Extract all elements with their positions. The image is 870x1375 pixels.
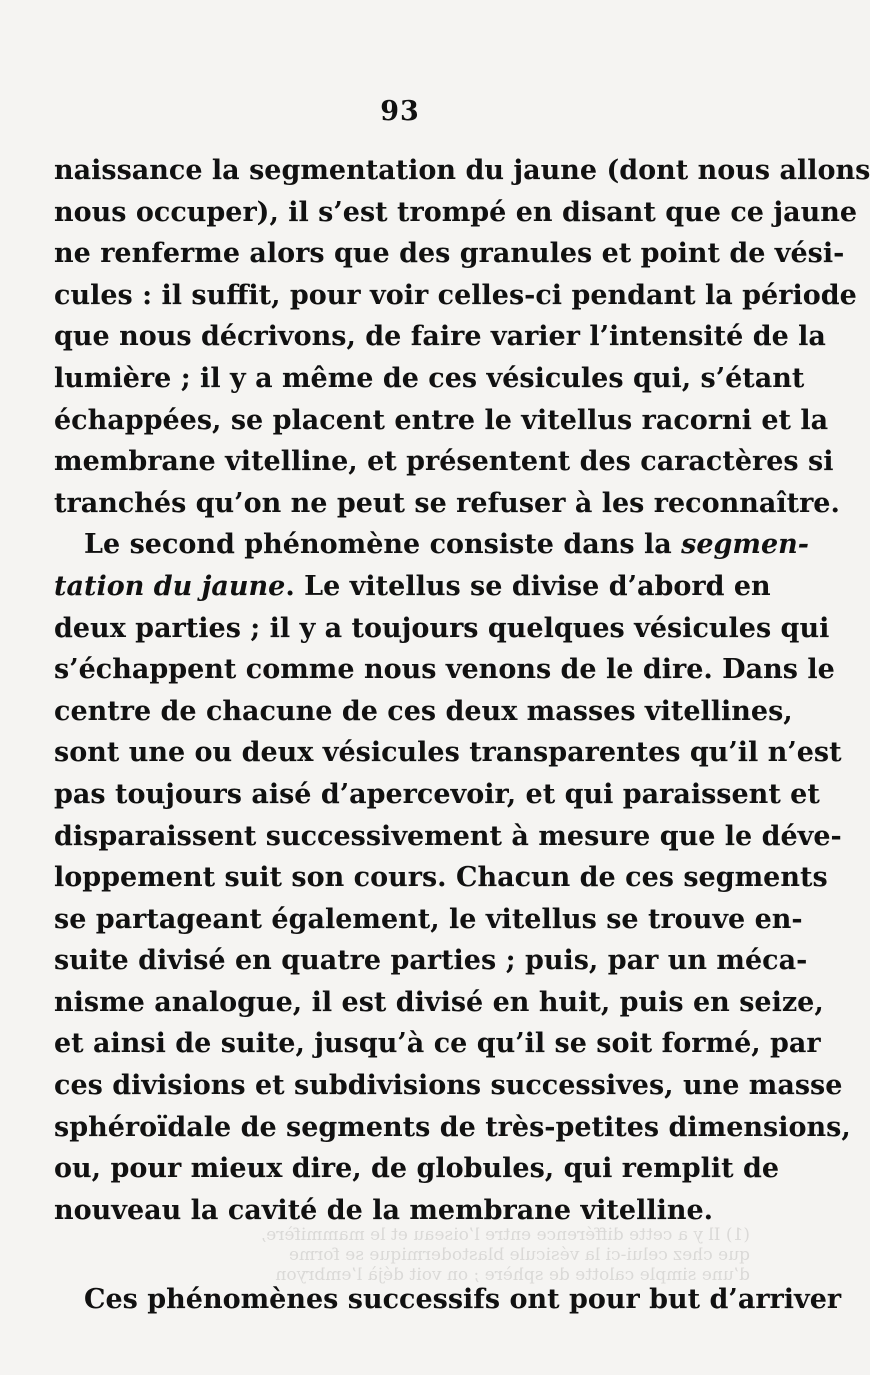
text-line — [54, 524, 809, 566]
text-line: et ainsi de suite, jusqu’à ce qu’il se soit formé, par — [54, 1028, 821, 1060]
text-line: nisme analogue, il est divisé en huit, puis en seize, — [54, 986, 824, 1018]
text-line: tranchés qu’on ne peut se refuser à les reconnaître. — [54, 487, 840, 519]
text-line: ou, pour mieux dire, de globules, qui remplit de — [54, 1153, 780, 1185]
text-line: deux parties ; il y a toujours quelques vésicules qui — [54, 612, 830, 644]
text-line: sont une ou deux vésicules transparentes qu’il n’est — [54, 737, 842, 769]
italic-text: segmen- — [681, 529, 809, 561]
paragraph-gap — [54, 1231, 746, 1279]
text-run: . Le vitellus se divise d’abord en — [285, 570, 771, 602]
text-line: loppement suit son cours. Chacun de ces segments — [54, 862, 828, 894]
italic-text: tation du jaune — [54, 570, 286, 602]
text-line: se partageant également, le vitellus se trouve en- — [54, 903, 803, 935]
text-line: pas toujours aisé d’apercevoir, et qui paraissent et — [54, 778, 820, 810]
text-line: ces divisions et subdivisions successives, une masse — [54, 1070, 843, 1102]
text-line: échappées, se placent entre le vitellus racorni et la — [54, 404, 829, 436]
text-line: naissance la segmentation du jaune (dont nous allons — [54, 155, 870, 186]
text-line: Ces phénomènes successifs ont pour but d’arriver — [84, 1284, 842, 1316]
text-line: lumière ; il y a même de ces vésicules qui, s’étant — [54, 362, 805, 394]
text-line: que nous décrivons, de faire varier l’intensité de la — [54, 321, 826, 353]
bleed-through-text: (1) Il y a cette différence entre l’oiseau et le mammifère, que chez celui-ci la vésicule blastodermique se forme d’une simple calotte de sphère ; on voit déjà l’embryon — [260, 1225, 750, 1285]
text-line: s’échappent comme nous venons de le dire. Dans le — [54, 654, 835, 686]
text-line: ne renferme alors que des granules et point de vési- — [54, 238, 845, 270]
text-line: disparaissent successivement à mesure que le déve- — [54, 820, 842, 852]
text-run: Le second phénomène consiste dans la — [84, 529, 682, 561]
paragraph — [54, 150, 870, 524]
page-number: 93 — [380, 96, 420, 127]
text-line: membrane vitelline, et présentent des caractères si — [54, 446, 834, 478]
paragraph — [54, 1279, 842, 1321]
text-line: cules : il suffit, pour voir celles-ci pendant la période — [54, 279, 857, 311]
text-line: centre de chacune de ces deux masses vitellines, — [54, 695, 793, 727]
text-line: sphéroïdale de segments de très-petites dimensions, — [54, 1111, 851, 1143]
body-text — [54, 150, 870, 1321]
text-line — [54, 566, 771, 608]
text-line: suite divisé en quatre parties ; puis, par un méca- — [54, 945, 808, 977]
text-line: nouveau la cavité de la membrane vitelline. — [54, 1194, 714, 1226]
text-line: nous occuper), il s’est trompé en disant que ce jaune — [54, 196, 858, 228]
paragraph — [54, 524, 851, 1231]
